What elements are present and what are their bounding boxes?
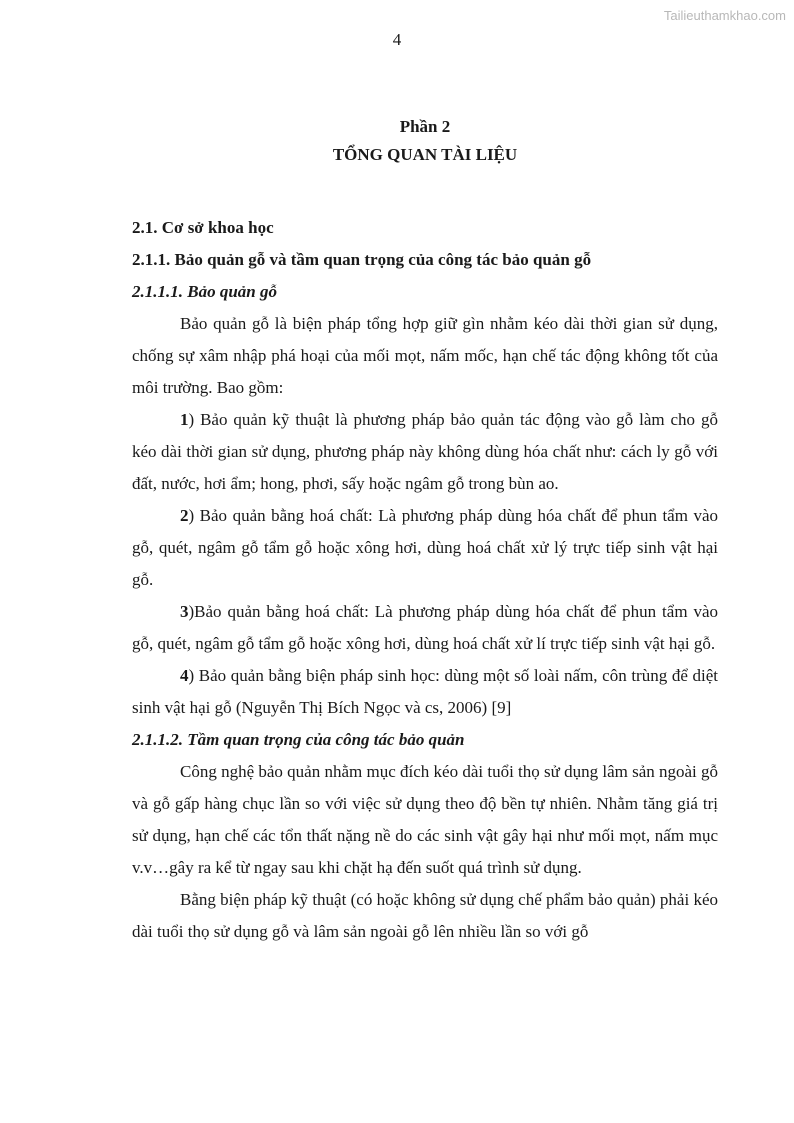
list-item [132,596,718,660]
list-item-number: 4 [180,666,189,685]
heading-2-1-1-1: 2.1.1.1. Bảo quản gỗ [132,282,277,301]
part-label: Phần 2 [399,117,451,136]
document-body [132,114,718,948]
heading-2-1-1-2: 2.1.1.2. Tầm quan trọng của công tác bảo quản [132,730,465,749]
list-item-number: 3 [180,602,189,621]
list-item-text: ) Bảo quản kỹ thuật là phương pháp bảo quản tác động vào gỗ làm cho gỗ kéo dài thời gian sử dụng, phương pháp này không dùng hóa chất như: cách ly gỗ với đất, nước, hơi ẩm; hong, phơi, sấy hoặc ngâm gỗ trong bùn ao. [132,410,718,493]
list-item-text: ) Bảo quản bằng biện pháp sinh học: dùng một số loài nấm, côn trùng để diệt sinh vật hại gỗ (Nguyễn Thị Bích Ngọc và cs, 2006) [9] [132,666,718,717]
list-item-number: 2 [180,506,189,525]
list-item [132,500,718,596]
page-number: 4 [392,30,402,49]
importance-paragraph-1: Công nghệ bảo quản nhằm mục đích kéo dài tuổi thọ sử dụng lâm sản ngoài gỗ và gỗ gấp hàng chục lần so với việc sử dụng theo độ bền tự nhiên. Nhằm tăng giá trị sử dụng, hạn chế các tổn thất nặng nề do các sinh vật gây hại như mối mọt, nấm mục v.v…gây ra kể từ ngay sau khi chặt hạ đến suốt quá trình sử dụng. [132,762,719,877]
importance-paragraph-2: Bằng biện pháp kỹ thuật (có hoặc không sử dụng chế phẩm bảo quản) phải kéo dài tuổi thọ sử dụng gỗ và lâm sản ngoài gỗ lên nhiều lần so với gỗ [132,890,718,941]
list-item-text: )Bảo quản bằng hoá chất: Là phương pháp dùng hóa chất để phun tẩm vào gỗ, quét, ngâm gỗ tẩm gỗ hoặc xông hơi, dùng hoá chất xử lí trực tiếp sinh vật hại gỗ. [132,602,718,653]
part-title: TỔNG QUAN TÀI LIỆU [332,145,518,164]
heading-2-1-1: 2.1.1. Bảo quản gỗ và tầm quan trọng của công tác bảo quản gỗ [132,250,592,269]
heading-2-1: 2.1. Cơ sở khoa học [132,218,274,237]
watermark: Tailieuthamkhao.com [663,8,786,23]
list-item [132,660,718,724]
intro-paragraph: Bảo quản gỗ là biện pháp tổng hợp giữ gìn nhằm kéo dài thời gian sử dụng, chống sự xâm nhập phá hoại của mối mọt, nấm mốc, hạn chế tác động không tốt của môi trường. Bao gồm: [132,314,718,397]
list-item [132,404,718,500]
list-item-text: ) Bảo quản bằng hoá chất: Là phương pháp dùng hóa chất để phun tẩm vào gỗ, quét, ngâm gỗ tẩm gỗ hoặc xông hơi, dùng hoá chất xử lý trực tiếp sinh vật hại gỗ. [132,506,718,589]
list-item-number: 1 [180,410,189,429]
